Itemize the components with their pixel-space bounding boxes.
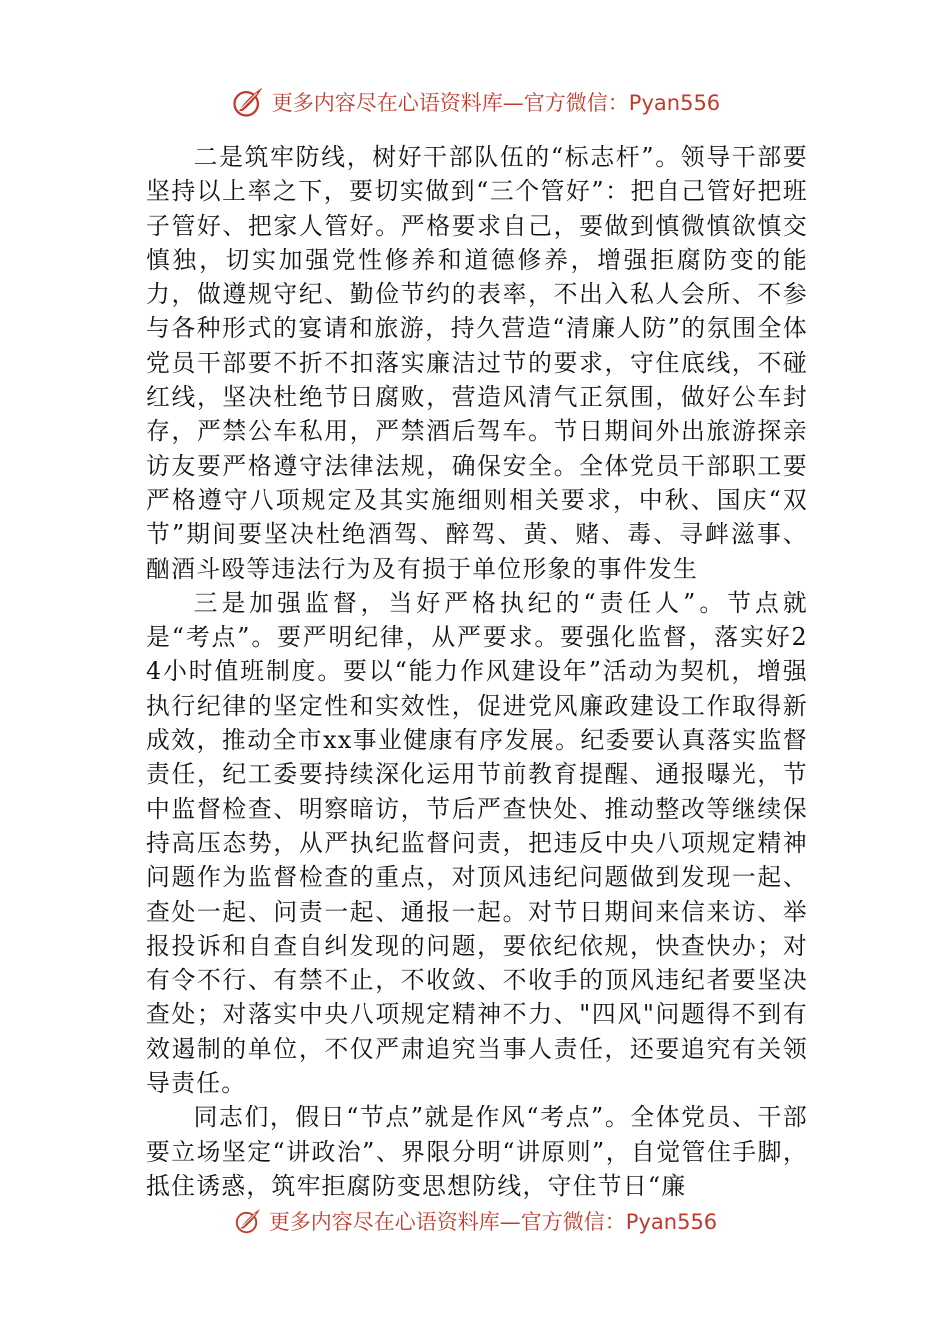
footer-watermark <box>0 1206 950 1236</box>
paragraph-2: 二是筑牢防线，树好干部队伍的“标志杆”。领导干部要坚持以上率之下，要切实做到“三个管好”：把自己管好把班子管好、把家人管好。严格要求自己，要做到慎微慎欲慎交慎独，切实加强党性修养和道德修养，增强拒腐防变的能力，做遵规守纪、勤俭节约的表率，不出入私人会所、不参与各种形式的宴请和旅游，持久营造“清廉人防”的氛围全体党员干部要不折不扣落实廉洁过节的要求，守住底线，不碰红线，坚决杜绝节日腐败，营造风清气正氛围，做好公车封存，严禁公车私用，严禁酒后驾车。节日期间外出旅游探亲访友要严格遵守法律法规，确保安全。全体党员干部职工要严格遵守八项规定及其实施细则相关要求，中秋、国庆“双节”期间要坚决杜绝酒驾、醉驾、黄、赌、毒、寻衅滋事、酗酒斗殴等违法行为及有损于单位形象的事件发生 <box>146 143 808 583</box>
paragraph-3: 三是加强监督，当好严格执纪的“责任人”。节点就是“考点”。要严明纪律，从严要求。要强化监督，落实好24小时值班制度。要以“能力作风建设年”活动为契机，增强执行纪律的坚定性和实效性，促进党风廉政建设工作取得新成效，推动全市xx事业健康有序发展。纪委要认真落实监督责任，纪工委要持续深化运用节前教育提醒、通报曝光，节中监督检查、明察暗访，节后严查快处、推动整改等继续保持高压态势，从严执纪监督问责，把违反中央八项规定精神问题作为监督检查的重点，对顶风违纪问题做到发现一起、查处一起、问责一起、通报一起。对节日期间来信来访、举报投诉和自查自纠发现的问题，要依纪依规，快查快办；对有令不行、有禁不止，不收敛、不收手的顶风违纪者要坚决查处；对落实中央八项规定精神不力、"四风"问题得不到有效遏制的单位，不仅严肃追究当事人责任，还要追究有关领导责任。 <box>146 588 808 1098</box>
paragraph-closing: 同志们，假日“节点”就是作风“考点”。全体党员、干部要立场坚定“讲政治”、界限分明“讲原则”，自觉管住手脚，抵住诱惑，筑牢拒腐防变思想防线，守住节日“廉 <box>146 1103 808 1200</box>
watermark-text: 更多内容尽在心语资料库—官方微信：Pyan556 <box>268 1210 718 1234</box>
header-watermark <box>0 82 950 122</box>
feather-pen-logo-icon <box>230 84 266 120</box>
document-body <box>146 140 808 1200</box>
watermark-text: 更多内容尽在心语资料库—官方微信：Pyan556 <box>271 91 721 115</box>
feather-pen-logo-icon <box>233 1206 263 1236</box>
